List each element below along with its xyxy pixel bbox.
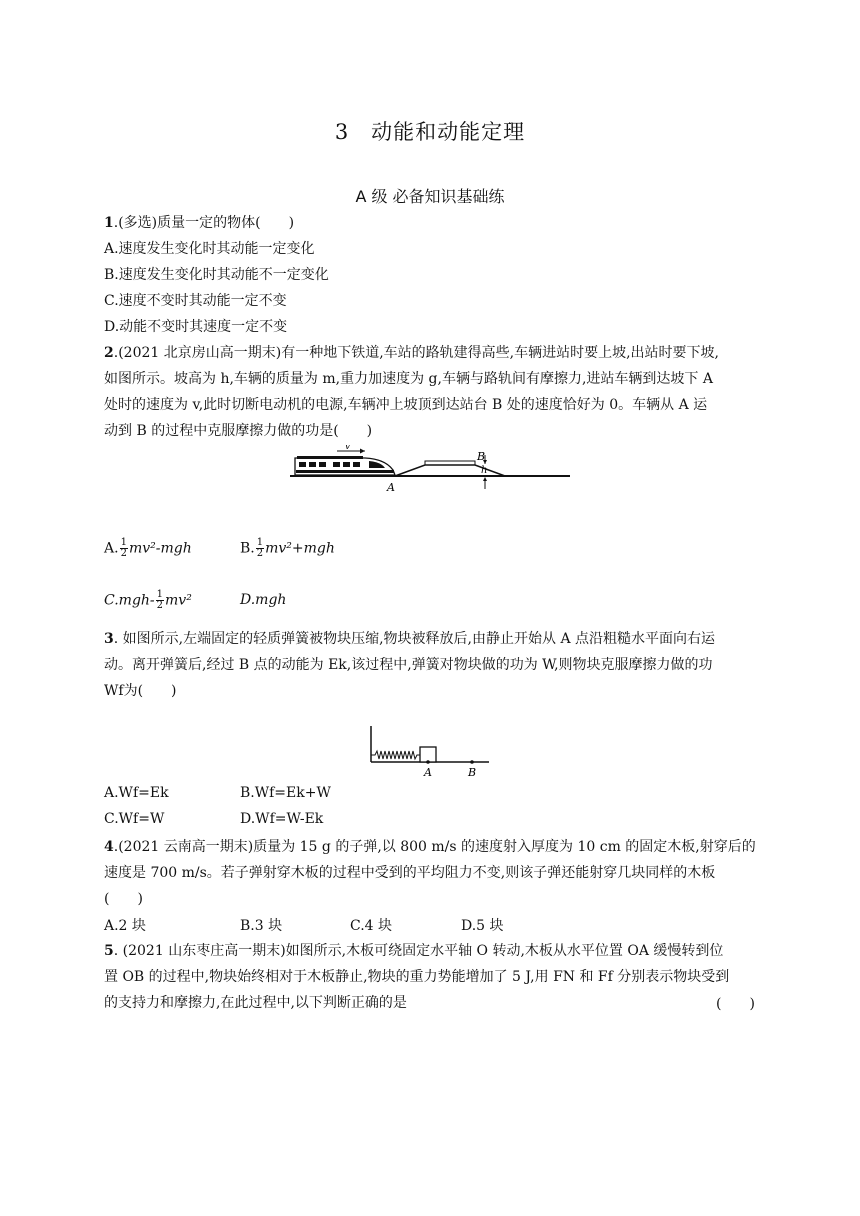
train-icon [295,456,395,475]
q2-option-a-prefix: A. [104,540,119,557]
q4-option-b: B.3 块 [240,918,283,934]
q4-number: 4 [104,839,114,855]
page-title: 3 动能和动能定理 [334,120,526,144]
q3-option-d: D.Wf=W-Ek [240,811,324,827]
q2-option-c-prefix: C.mgh- [104,592,155,609]
fraction-denominator: 2 [120,548,127,559]
q2-line-1 [104,343,719,363]
q1-option-b: B.速度发生变化时其动能不一定变化 [104,267,329,283]
q3-option-c: C.Wf=W [104,811,165,827]
q2-number: 2 [104,345,114,361]
q5-line-3: 的支持力和摩擦力,在此过程中,以下判断正确的是 [104,995,407,1011]
height-label: h [481,465,488,476]
q4-line-3: ( ) [104,891,143,907]
q2-option-b-tail: mv²+mgh [265,540,335,557]
q2-option-a [104,538,192,559]
q5-line-1-text: . (2021 山东枣庄高一期末)如图所示,木板可绕固定水平轴 O 转动,木板从水平位置 OA 缓慢转到位 [113,943,724,959]
spring [371,751,420,759]
q3-line-2: 动。离开弹簧后,经过 B 点的动能为 Ek,该过程中,弹簧对物块做的功为 W,则物块克服摩擦力做的功 [104,657,713,673]
section-heading: A 级 必备知识基础练 [355,187,505,206]
q3-line-1 [104,629,715,649]
point-b-label: B [477,450,486,463]
point-a-label: A [387,481,395,494]
q2-line-1-text: .(2021 北京房山高一期末)有一种地下铁道,车站的路轨建得高些,车辆进站时要上坡,出站时要下坡, [113,345,720,361]
q2-option-a-tail: mv²-mgh [128,540,192,557]
q3-number: 3 [104,631,114,647]
q1-stem [104,213,294,233]
q3-figure-spring-block [365,722,495,782]
q4-line-1-text: .(2021 云南高一期末)质量为 15 g 的子弹,以 800 m/s 的速度射入厚度为 10 cm 的固定木板,射穿后的 [113,839,756,855]
q5-number: 5 [104,943,114,959]
block [420,747,436,762]
q4-option-d: D.5 块 [461,918,504,934]
q1-option-a: A.速度发生变化时其动能一定变化 [104,241,315,257]
q3-line-3: Wf为( ) [104,683,177,699]
q1-number: 1 [104,215,114,231]
fraction-half [256,538,264,559]
q2-option-c [104,590,192,611]
q3-option-a: A.Wf=Ek [104,785,169,801]
q4-option-a: A.2 块 [104,918,146,934]
q1-stem-text: .(多选)质量一定的物体( ) [113,215,295,231]
fraction-numerator: 1 [256,537,264,548]
point-b-label: B [468,766,477,779]
q2-line-4: 动到 B 的过程中克服摩擦力做的功是( ) [104,423,373,439]
q4-option-c: C.4 块 [350,918,393,934]
fraction-numerator: 1 [120,537,127,548]
q5-answer-paren: ( ) [716,996,755,1012]
fraction-denominator: 2 [256,548,264,559]
velocity-label: v [345,445,351,452]
q1-option-d: D.动能不变时其速度一定不变 [104,319,288,335]
q2-line-2: 如图所示。坡高为 h,车辆的质量为 m,重力加速度为 g,车辆与路轨间有摩擦力,进站车辆到达坡下 A [104,371,713,387]
q2-figure-train-slope [285,445,575,497]
q4-line-2: 速度是 700 m/s。若子弹射穿木板的过程中受到的平均阻力不变,则该子弹还能射穿几块同样的木板 [104,865,716,881]
q2-option-b [240,538,335,559]
q5-line-2: 置 OB 的过程中,物块始终相对于木板静止,物块的重力势能增加了 5 J,用 FN 和 Ff 分别表示物块受到 [104,969,730,985]
q2-line-3: 处时的速度为 v,此时切断电动机的电源,车辆冲上坡顶到达站台 B 处的速度恰好为 0。车辆从 A 运 [104,397,708,413]
fraction-half [120,538,128,559]
q2-option-b-prefix: B. [240,540,255,557]
point-a-label: A [424,766,432,779]
q2-option-c-tail: mv² [165,592,192,609]
fraction-numerator: 1 [156,589,164,600]
q1-option-c: C.速度不变时其动能一定不变 [104,293,287,309]
q5-line-1 [104,941,723,961]
q2-option-d: D.mgh [240,592,287,608]
q3-line-1-text: . 如图所示,左端固定的轻质弹簧被物块压缩,物块被释放后,由静止开始从 A 点沿粗糙水平面向右运 [113,631,716,647]
q3-option-b: B.Wf=Ek+W [240,785,331,801]
slope [395,465,505,476]
q4-line-1 [104,837,756,857]
fraction-half [156,590,164,611]
fraction-denominator: 2 [156,600,164,611]
